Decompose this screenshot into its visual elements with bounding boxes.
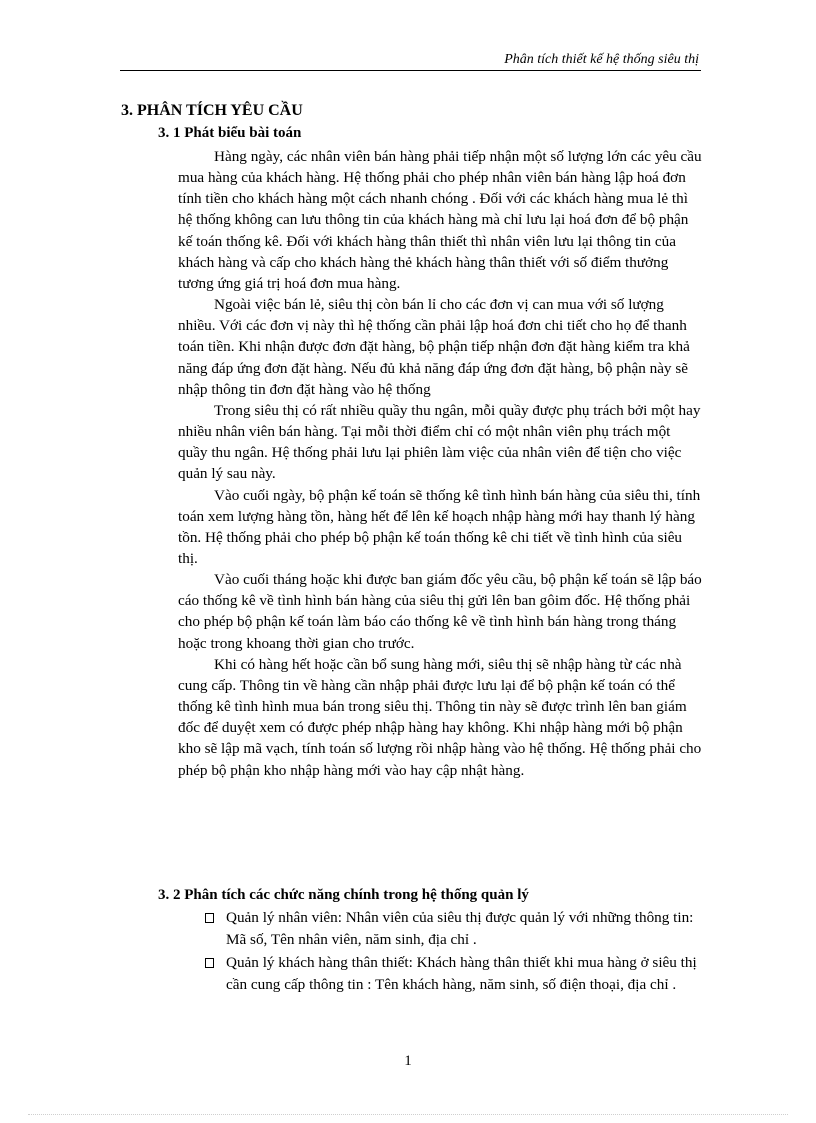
- checkbox-bullet-icon: [205, 913, 214, 923]
- problem-statement-body: [178, 146, 702, 781]
- subsection-title-2: 3. 2 Phân tích các chức năng chính trong hệ thống quản lý: [158, 887, 529, 903]
- page-header: [120, 52, 701, 71]
- function-list: [204, 907, 700, 997]
- paragraph: Trong siêu thị có rất nhiều quầy thu ngân, mỗi quầy được phụ trách bởi một hay nhiều nhân viên bán hàng. Tại mỗi thời điểm chỉ có một nhân viên phụ trách một quầy thu ngân. Hệ thống phải lưu lại phiên làm việc của nhân viên để tiện cho việc quản lý sau này.: [178, 401, 701, 483]
- page-edge-divider: [28, 1114, 788, 1115]
- paragraph: Ngoài việc bán lẻ, siêu thị còn bán lỉ cho các đơn vị can mua với số lượng nhiều. Với các đơn vị này thì hệ thống cần phải lập hoá đơn chi tiết cho họ để thanh toán tiền. Khi nhận được đơn đặt hàng, bộ phận tiếp nhận đơn đặt hàng kiểm tra khả năng đáp ứng đơn đặt hàng. Nếu đủ khả năng đáp ứng đơn đặt hàng, bộ phận này sẽ nhập thông tin đơn đặt hàng vào hệ thống: [178, 296, 690, 398]
- paragraph: Khi có hàng hết hoặc cần bổ sung hàng mới, siêu thị sẽ nhập hàng từ các nhà cung cấp. Thông tin về hàng cần nhập phải được lưu lại để bộ phận kế toán có thể thống kê tình hình mua bán trong siêu thị. Thông tin này sẽ được trình lên ban giám đốc để duyệt xem có được phép nhập hàng hay không. Khi nhập hàng mới bộ phận kho sẽ lập mã vạch, tính toán số lượng rồi nhập hàng vào hệ thống. Hệ thống phải cho phép bộ phận kho nhập hàng mới vào hay cập nhật hàng.: [178, 655, 702, 779]
- list-item-text: Quản lý khách hàng thân thiết: Khách hàng thân thiết khi mua hàng ở siêu thị cần cung cấp thông tin : Tên khách hàng, năm sinh, số điện thoại, địa chỉ .: [226, 954, 697, 993]
- header-title: Phân tích thiết kế hệ thống siêu thị: [504, 52, 699, 67]
- paragraph: Vào cuối tháng hoặc khi được ban giám đốc yêu cầu, bộ phận kế toán sẽ lập báo cáo thống kê về tình hình bán hàng của siêu thị gửi lên ban gôim đốc. Hệ thống phải cho phép bộ phận kế toán làm báo cáo thống kê về tình hình bán hàng trong tháng hoặc trong khoang thời gian cho trước.: [178, 571, 702, 652]
- paragraph: Vào cuối ngày, bộ phận kế toán sẽ thống kê tình hình bán hàng của siêu thi, tính toán xem lượng hàng tồn, hàng hết để lên kế hoạch nhập hàng mới hay thanh lý hàng tồn. Hệ thống phải cho phép bộ phận kế toán thống kê chi tiết về tình hình của siêu thị.: [178, 486, 701, 567]
- list-item: [204, 907, 700, 950]
- subsection-title-1: 3. 1 Phát biểu bài toán: [158, 125, 302, 141]
- section-title: 3. PHÂN TÍCH YÊU CẦU: [121, 102, 303, 119]
- checkbox-bullet-icon: [205, 958, 214, 968]
- list-item: [204, 952, 700, 995]
- page-number: 1: [404, 1053, 412, 1069]
- list-item-text: Quản lý nhân viên: Nhân viên của siêu thị được quản lý với những thông tin: Mã số, Tên nhân viên, năm sinh, địa chỉ .: [226, 909, 694, 948]
- paragraph: Hàng ngày, các nhân viên bán hàng phải tiếp nhận một số lượng lớn các yêu cầu mua hàng của khách hàng. Hệ thống phải cho phép nhân viên bán hàng lập hoá đơn tính tiền cho khách hàng một cách nhanh chóng . Đối với các khách hàng mua lẻ thì hệ thống không can lưu thông tin của khách hàng mà chỉ lưu lại hoá đơn để bộ phận kế toán thống kê. Đối với khách hàng thân thiết thì nhân viên lưu lại thông tin của khách hàng và cấp cho khách hàng thẻ khách hàng thân thiết với số điểm thưởng tương ứng giá trị hoá đơn mua hàng.: [178, 148, 702, 292]
